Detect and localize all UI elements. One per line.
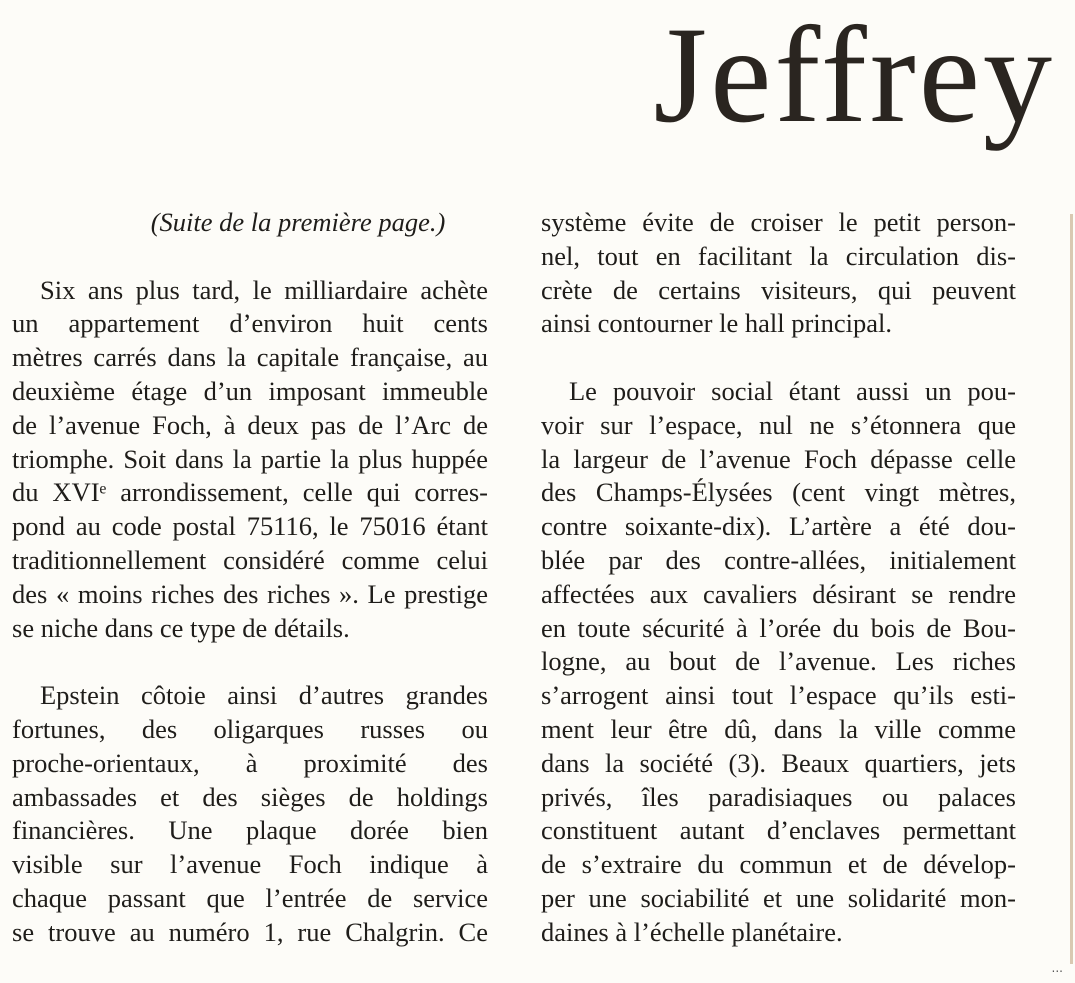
text-line: daines à l’échelle planétaire. xyxy=(541,916,843,947)
text-line: crète de certains visiteurs, qui peuvent xyxy=(541,274,1016,305)
text-line: un appartement d’environ huit cents xyxy=(12,308,488,339)
text-line: constituent autant d’enclaves permettant xyxy=(541,815,1016,846)
text-line: contre soixante-dix). L’artère a été dou- xyxy=(541,511,1016,542)
text-line: des Champs-Élysées (cent vingt mètres, xyxy=(541,477,1016,508)
text-line: deuxième étage d’un imposant immeuble xyxy=(12,375,488,406)
paragraph-left-1 xyxy=(12,274,488,646)
text-line: privés, îles paradisiaques ou palaces xyxy=(541,781,1016,812)
text-line: se trouve au numéro 1, rue Chalgrin. Ce xyxy=(12,916,488,947)
article-title: Jeffrey xyxy=(653,0,1055,151)
text-line: des « moins riches des riches ». Le prestige xyxy=(12,578,488,609)
text-line: de s’extraire du commun et de dévelop- xyxy=(541,849,1016,880)
text-line: de l’avenue Foch, à deux pas de l’Arc de xyxy=(12,409,488,440)
text-line: proche-orientaux, à proximité des xyxy=(12,747,488,778)
text-line: affectées aux cavaliers désirant se rendre xyxy=(541,578,1016,609)
left-column xyxy=(12,206,488,983)
text-line: mètres carrés dans la capitale française, au xyxy=(12,342,488,373)
text-line: en toute sécurité à l’orée du bois de Bou- xyxy=(541,612,1016,643)
paragraph-left-2 xyxy=(12,679,488,949)
text-line: visible sur l’avenue Foch indique à xyxy=(12,849,488,880)
paragraph-right-2 xyxy=(541,375,1016,950)
text-line: ment leur être dû, dans la ville comme xyxy=(541,713,1016,744)
column-rule xyxy=(1070,214,1073,964)
text-line: fortunes, des oligarques russes ou xyxy=(12,713,488,744)
corner-mark: ... xyxy=(1051,961,1063,975)
right-column xyxy=(541,206,1016,983)
text-line: triomphe. Soit dans la partie la plus huppée xyxy=(12,443,488,474)
text-line: chaque passant que l’entrée de service xyxy=(12,882,488,913)
text-line: voir sur l’espace, nul ne s’étonnera que xyxy=(541,409,1016,440)
text-line: pond au code postal 75116, le 75016 étant xyxy=(12,511,488,542)
text-line: traditionnellement considéré comme celui xyxy=(12,544,488,575)
text-line: la largeur de l’avenue Foch dépasse celle xyxy=(541,443,1016,474)
text-line: blée par des contre-allées, initialement xyxy=(541,544,1016,575)
text-line: dans la société (3). Beaux quartiers, jets xyxy=(541,747,1016,778)
continued-note: (Suite de la première page.) xyxy=(150,207,446,237)
text-line: Epstein côtoie ainsi d’autres grandes xyxy=(40,680,488,711)
text-line: logne, au bout de l’avenue. Les riches xyxy=(541,646,1016,677)
paragraph-right-1 xyxy=(541,206,1016,341)
text-line: financières. Une plaque dorée bien xyxy=(12,815,488,846)
text-line: Le pouvoir social étant aussi un pou- xyxy=(569,375,1016,406)
text-line: nel, tout en facilitant la circulation dis- xyxy=(541,240,1016,271)
text-line: ambassades et des sièges de holdings xyxy=(12,781,488,812)
text-line: s’arrogent ainsi tout l’espace qu’ils esti- xyxy=(541,680,1016,711)
text-line: per une sociabilité et une solidarité mon- xyxy=(541,882,1016,913)
text-line: ainsi contourner le hall principal. xyxy=(541,308,893,339)
text-line: se niche dans ce type de détails. xyxy=(12,612,350,643)
text-line: du XVIᵉ arrondissement, celle qui corres- xyxy=(12,477,488,508)
text-line: Six ans plus tard, le milliardaire achète xyxy=(40,274,488,305)
text-line: système évite de croiser le petit person- xyxy=(541,207,1016,237)
